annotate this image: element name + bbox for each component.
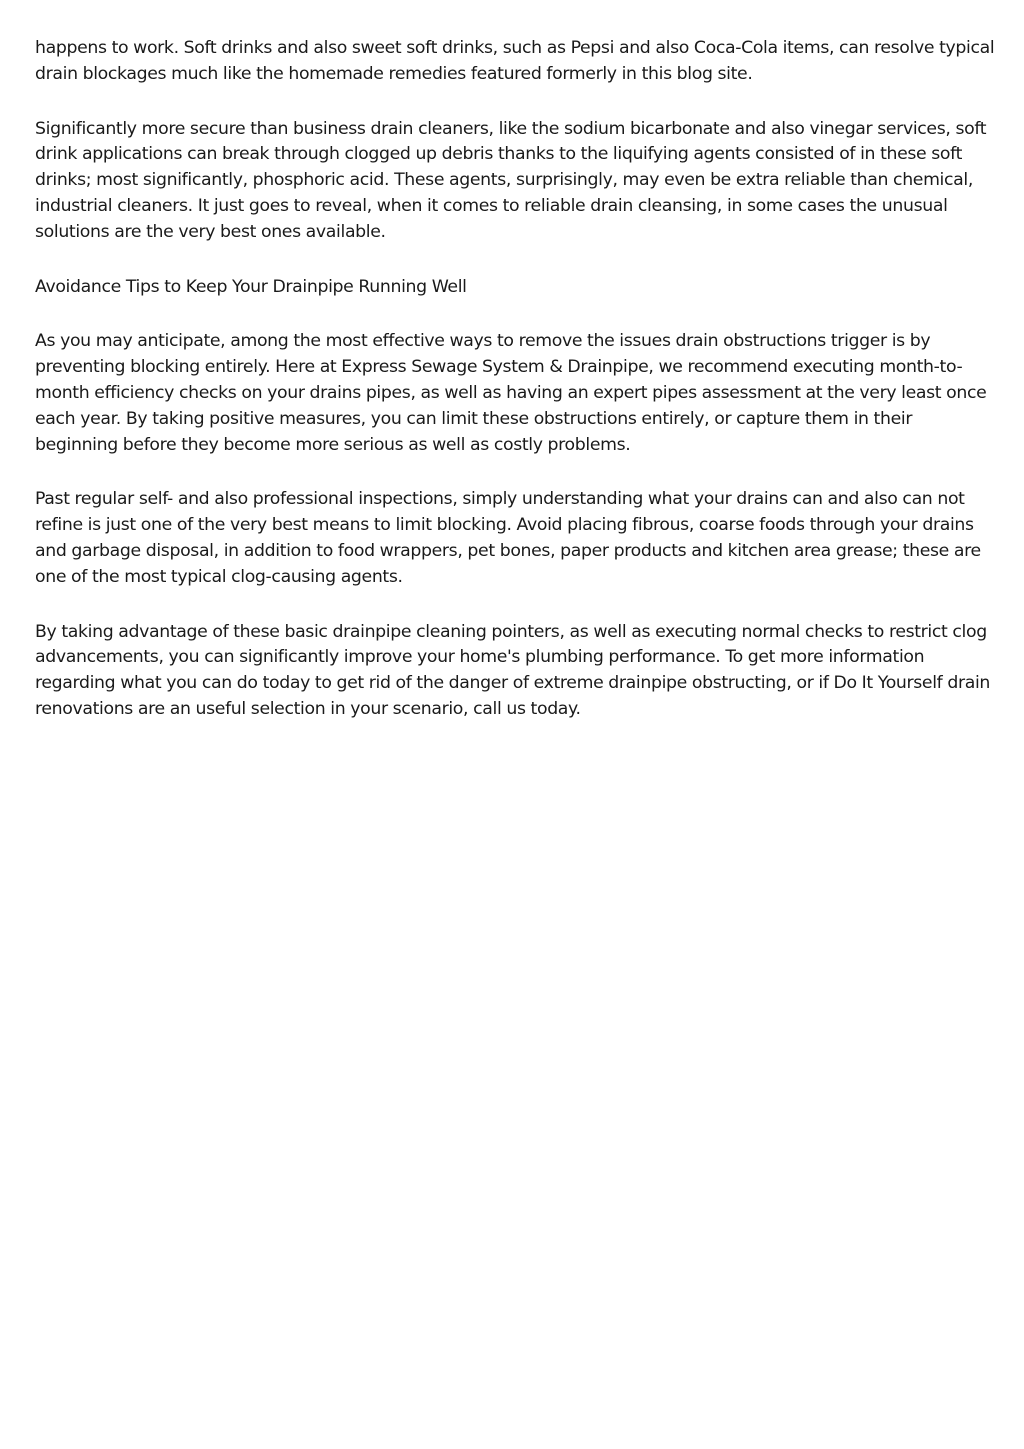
paragraph-regular-inspections: Past regular self- and also professional inspections, simply understanding what your drains can and also can not refine is just one of the very best means to limit blocking. Avoid placing fibrous, coarse foods through your drains and garbage disposal, in addition to food wrappers, pet bones, paper products and kitchen area grease; these are one of the most typical clog-causing agents. — [35, 489, 981, 587]
section-heading-avoidance-tips: Avoidance Tips to Keep Your Drainpipe Running Well — [35, 276, 467, 297]
document-page — [35, 36, 995, 752]
paragraph-soft-drinks-intro: happens to work. Soft drinks and also sweet soft drinks, such as Pepsi and also Coca-Cola items, can resolve typical drain blockages much like the homemade remedies featured formerly in this blog site. — [35, 38, 995, 84]
paragraph-closing-call-to-action: By taking advantage of these basic drainpipe cleaning pointers, as well as executing normal checks to restrict clog advancements, you can significantly improve your home's plumbing performance. To get more information regarding what you can do today to get rid of the danger of extreme drainpipe obstructing, or if Do It Yourself drain renovations are an useful selection in your scenario, call us today. — [35, 621, 991, 719]
paragraph-preventing-blocking: As you may anticipate, among the most effective ways to remove the issues drain obstructions trigger is by preventing blocking entirely. Here at Express Sewage System & Drainpipe, we recommend executing month-to-month efficiency checks on your drains pipes, as well as having an expert pipes assessment at the very least once each year. By taking positive measures, you can limit these obstructions entirely, or capture them in their beginning before they become more serious as well as costly problems. — [35, 331, 987, 455]
paragraph-safer-than-commercial: Significantly more secure than business drain cleaners, like the sodium bicarbonate and also vinegar services, soft drink applications can break through clogged up debris thanks to the liquifying agents consisted of in these soft drinks; most significantly, phosphoric acid. These agents, surprisingly, may even be extra reliable than chemical, industrial cleaners. It just goes to reveal, when it comes to reliable drain cleansing, in some cases the unusual solutions are the very best ones available. — [35, 118, 987, 242]
